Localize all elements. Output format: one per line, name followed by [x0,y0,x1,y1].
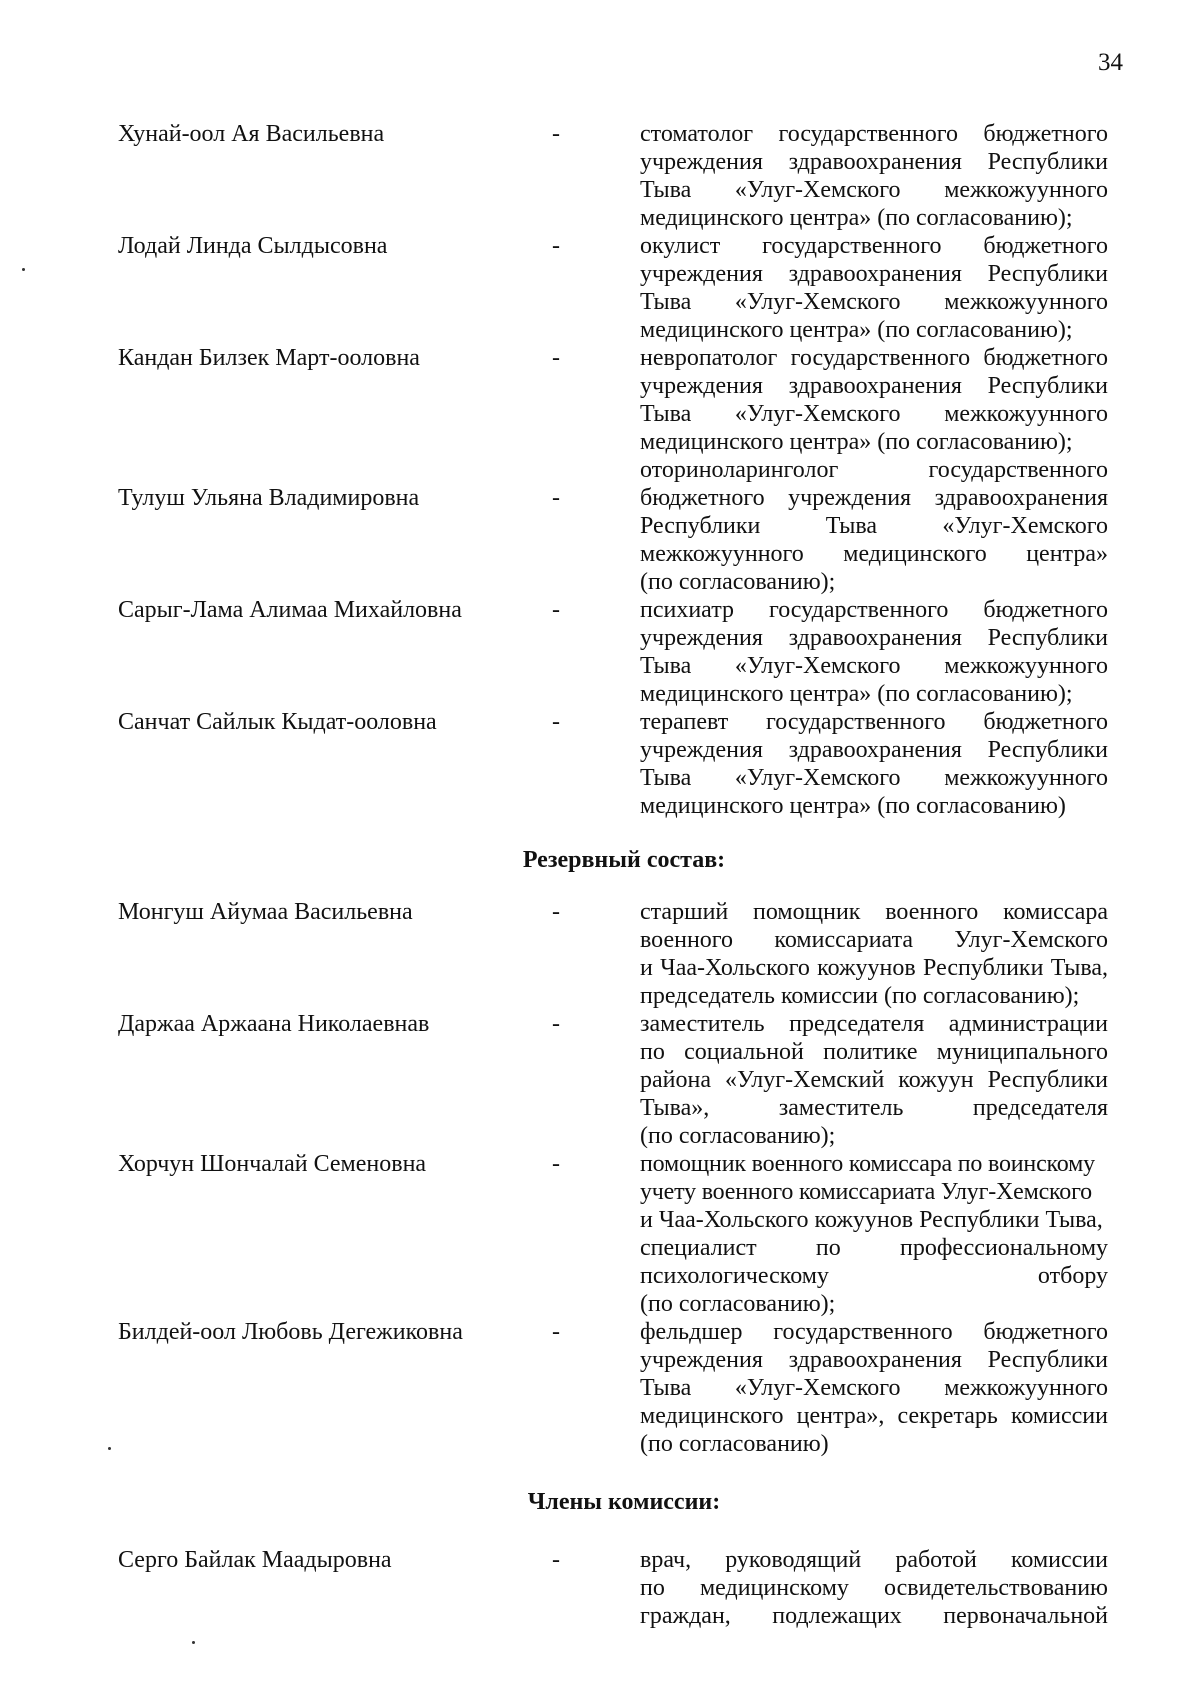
position-line: психологическому отбору [640,1263,1108,1289]
position-line: окулист государственного бюджетного [640,233,1108,259]
member-position [640,1150,1108,1318]
member-name: Тулуш Ульяна Владимировна [118,485,420,511]
position-line: учреждения здравоохранения Республики [640,149,1108,175]
member-entry [118,456,1130,596]
position-line: учреждения здравоохранения Республики [640,373,1108,399]
position-line: медицинского центра» (по согласованию); [640,317,1073,343]
position-line: стоматолог государственного бюджетного [640,121,1108,147]
member-list-main [118,120,1130,820]
position-line: бюджетного учреждения здравоохранения [640,485,1108,511]
separator-dash: - [552,345,560,371]
member-position [640,1010,1108,1150]
member-position [640,456,1108,596]
member-list-commission [118,1546,1130,1630]
member-position [640,232,1108,344]
position-line: врач, руководящий работой комиссии [640,1547,1108,1573]
member-position [640,1318,1108,1458]
member-entry [118,1010,1130,1150]
position-line: Тыва», заместитель председателя [640,1095,1108,1121]
position-line: медицинского центра» (по согласованию); [640,429,1073,455]
position-line: специалист по профессиональному [640,1235,1108,1261]
separator-dash: - [552,233,560,259]
separator-dash: - [552,485,560,511]
member-position [640,120,1108,232]
separator-dash: - [552,121,560,147]
member-position [640,344,1108,456]
member-name: Даржаа Аржаана Николаевнав [118,1011,430,1037]
separator-dash: - [552,709,560,735]
separator-dash: - [552,597,560,623]
position-line: медицинского центра», секретарь комиссии [640,1403,1108,1429]
position-line: психиатр государственного бюджетного [640,597,1108,623]
member-name: Билдей-оол Любовь Дегежиковна [118,1319,463,1345]
member-entry [118,1318,1130,1458]
position-line: (по согласованию); [640,1123,836,1149]
position-line: учреждения здравоохранения Республики [640,261,1108,287]
position-line: Тыва «Улуг-Хемского межкожуунного [640,289,1108,315]
position-line: по социальной политике муниципального [640,1039,1108,1065]
scan-speck [108,1447,111,1450]
position-line: района «Улуг-Хемский кожуун Республики [640,1067,1108,1093]
separator-dash: - [552,1319,560,1345]
position-line: (по согласованию); [640,1291,836,1317]
separator-dash: - [552,899,560,925]
member-position [640,708,1108,820]
position-line: оториноларинголог государственного [640,457,1108,483]
member-name: Серго Байлак Маадыровна [118,1547,392,1573]
member-entry [118,120,1130,232]
position-line: Тыва «Улуг-Хемского межкожуунного [640,401,1108,427]
section-heading-members: Члены комиссии: [527,1489,721,1515]
position-line: Тыва «Улуг-Хемского межкожуунного [640,177,1108,203]
member-entry [118,344,1130,456]
member-list-reserve [118,898,1130,1458]
section-heading-reserve: Резервный состав: [522,847,726,873]
position-line: Тыва «Улуг-Хемского межкожуунного [640,1375,1108,1401]
member-entry [118,232,1130,344]
member-name: Хорчун Шончалай Семеновна [118,1151,427,1177]
member-name: Сарыг-Лама Алимаа Михайловна [118,597,462,623]
member-name: Лодай Линда Сылдысовна [118,233,388,259]
position-line: учреждения здравоохранения Республики [640,1347,1108,1373]
position-line: медицинского центра» (по согласованию); [640,205,1073,231]
position-line: (по согласованию) [640,1431,829,1457]
member-name: Санчат Сайлык Кыдат-ооловна [118,709,437,735]
separator-dash: - [552,1011,560,1037]
member-entry [118,1546,1130,1630]
position-line: терапевт государственного бюджетного [640,709,1108,735]
position-line: Республики Тыва «Улуг-Хемского [640,513,1108,539]
position-line: граждан, подлежащих первоначальной [640,1603,1108,1629]
member-name: Кандан Билзек Март-ооловна [118,345,420,371]
member-position [640,596,1108,708]
scan-speck [192,1641,195,1644]
member-entry [118,898,1130,1010]
position-line: фельдшер государственного бюджетного [640,1319,1108,1345]
member-entry [118,1150,1130,1318]
position-line: военного комиссариата Улуг-Хемского [640,927,1108,953]
position-line: Тыва «Улуг-Хемского межкожуунного [640,765,1108,791]
member-name: Монгуш Айумаа Васильевна [118,899,413,925]
position-line: межкожуунного медицинского центра» [640,541,1108,567]
position-line: невропатолог государственного бюджетного [640,345,1108,371]
member-name: Хунай-оол Ая Васильевна [118,121,385,147]
position-line: учреждения здравоохранения Республики [640,737,1108,763]
member-position [640,1546,1108,1630]
position-line: и Чаа-Хольского кожуунов Республики Тыва, [640,955,1108,981]
position-line: по медицинскому освидетельствованию [640,1575,1108,1601]
scan-speck [22,268,25,271]
separator-dash: - [552,1547,560,1573]
member-entry [118,708,1130,820]
position-line: учреждения здравоохранения Республики [640,625,1108,651]
position-line: медицинского центра» (по согласованию) [640,793,1066,819]
position-line: медицинского центра» (по согласованию); [640,681,1073,707]
separator-dash: - [552,1151,560,1177]
position-line: председатель комиссии (по согласованию); [640,983,1080,1009]
position-line: заместитель председателя администрации [640,1011,1108,1037]
position-line: помощник военного комиссара по воинскому [640,1151,1095,1177]
position-line: Тыва «Улуг-Хемского межкожуунного [640,653,1108,679]
position-line: старший помощник военного комиссара [640,899,1108,925]
member-entry [118,596,1130,708]
position-line: и Чаа-Хольского кожуунов Республики Тыва, [640,1207,1103,1233]
document-body [118,120,1130,1630]
member-position [640,898,1108,1010]
page-number: 34 [1098,49,1123,76]
position-line: (по согласованию); [640,569,836,595]
position-line: учету военного комиссариата Улуг-Хемского [640,1179,1092,1205]
